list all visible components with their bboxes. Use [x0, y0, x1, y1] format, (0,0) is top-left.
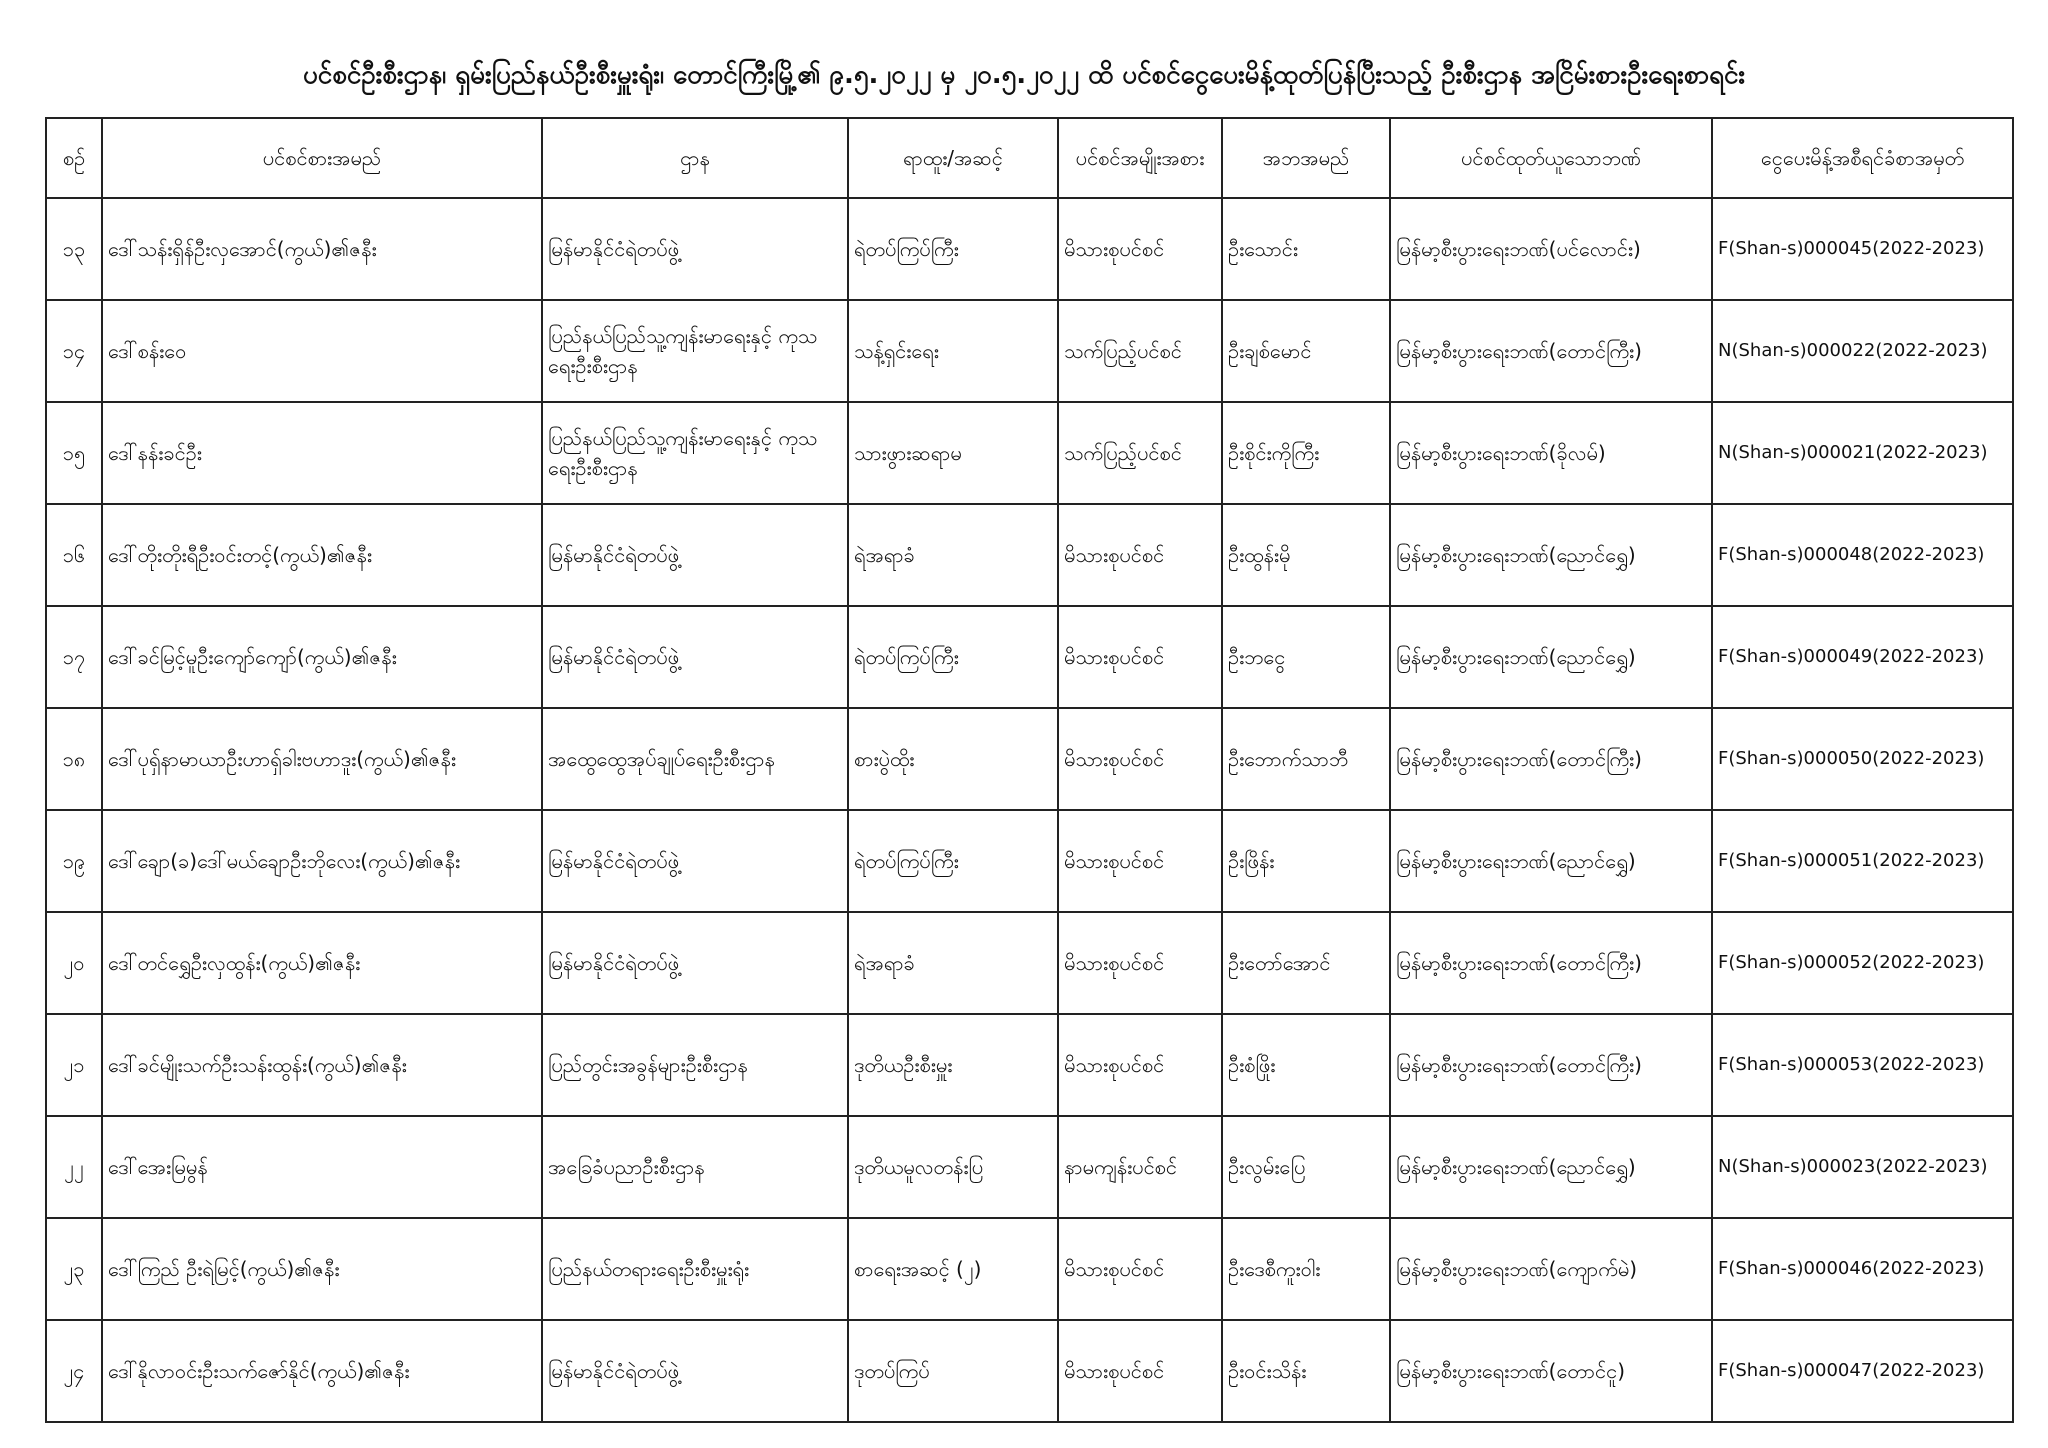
- document-title: ပင်စင်ဦးစီးဌာန၊ ရှမ်းပြည်နယ်ဦးစီးမှူးရုံး၊ တောင်ကြီးမြို့၏ ၉.၅.၂၀၂၂ မှ ၂၀.၅.၂၀၂၂ ထိ ပင်စင်ငွေပေးမိန့်ထုတ်ပြန်ပြီးသည့် ဦးစီးဌာန အငြိမ်းစားဦးရေးစာရင်း: [302, 60, 1746, 90]
- cell-pensioner-name: ဒေါ်ခင်မြင့်မူဦးကျော်ကျော်(ကွယ်)၏ဇနီး: [102, 606, 542, 708]
- cell-serial-no: ၂၄: [46, 1320, 102, 1422]
- cell-order-number: F(Shan-s)000051(2022-2023): [1712, 810, 2013, 912]
- cell-order-number: F(Shan-s)000048(2022-2023): [1712, 504, 2013, 606]
- cell-order-number: N(Shan-s)000022(2022-2023): [1712, 300, 2013, 402]
- cell-father-name: ဦးသောင်း: [1222, 198, 1390, 300]
- cell-bank: မြန်မာ့စီးပွားရေးဘဏ်(ညောင်ရွှေ): [1390, 606, 1712, 708]
- cell-serial-no: ၁၆: [46, 504, 102, 606]
- cell-pension-type: မိသားစုပင်စင်: [1058, 504, 1222, 606]
- cell-serial-no: ၂၃: [46, 1218, 102, 1320]
- cell-pension-type: သက်ပြည့်ပင်စင်: [1058, 402, 1222, 504]
- table-row: [46, 198, 2013, 300]
- table-row: [46, 1116, 2013, 1218]
- table-row: [46, 912, 2013, 1014]
- table-row: [46, 402, 2013, 504]
- cell-rank: သားဖွားဆရာမ: [848, 402, 1058, 504]
- cell-department: မြန်မာနိုင်ငံရဲတပ်ဖွဲ့: [542, 810, 848, 912]
- cell-serial-no: ၁၈: [46, 708, 102, 810]
- cell-father-name: ဦးဘောက်သာဘီ: [1222, 708, 1390, 810]
- cell-rank: ဒုတိယဦးစီးမှူး: [848, 1014, 1058, 1116]
- table-row: [46, 300, 2013, 402]
- header-row: [46, 118, 2013, 198]
- cell-serial-no: ၁၃: [46, 198, 102, 300]
- cell-bank: မြန်မာ့စီးပွားရေးဘဏ်(ညောင်ရွှေ): [1390, 504, 1712, 606]
- cell-order-number: F(Shan-s)000046(2022-2023): [1712, 1218, 2013, 1320]
- cell-serial-no: ၁၇: [46, 606, 102, 708]
- cell-bank: မြန်မာ့စီးပွားရေးဘဏ်(ညောင်ရွှေ): [1390, 1116, 1712, 1218]
- table-row: [46, 810, 2013, 912]
- table-row: [46, 504, 2013, 606]
- cell-bank: မြန်မာ့စီးပွားရေးဘဏ်(တောင်ကြီး): [1390, 912, 1712, 1014]
- cell-serial-no: ၂၀: [46, 912, 102, 1014]
- cell-order-number: F(Shan-s)000053(2022-2023): [1712, 1014, 2013, 1116]
- cell-pensioner-name: ဒေါ်တိုးတိုးရီဦးဝင်းတင့်(ကွယ်)၏ဇနီး: [102, 504, 542, 606]
- cell-order-number: F(Shan-s)000052(2022-2023): [1712, 912, 2013, 1014]
- cell-pension-type: သက်ပြည့်ပင်စင်: [1058, 300, 1222, 402]
- header-department: ဌာန: [542, 118, 848, 198]
- cell-father-name: ဦးဝင်းသိန်း: [1222, 1320, 1390, 1422]
- table-row: [46, 606, 2013, 708]
- cell-rank: သန့်ရှင်းရေး: [848, 300, 1058, 402]
- cell-father-name: ဦးစိုင်းကိုကြီး: [1222, 402, 1390, 504]
- cell-bank: မြန်မာ့စီးပွားရေးဘဏ်(တောင်ငူ): [1390, 1320, 1712, 1422]
- cell-rank: ရဲတပ်ကြပ်ကြီး: [848, 606, 1058, 708]
- cell-pensioner-name: ဒေါ်စန်းဝေ: [102, 300, 542, 402]
- cell-bank: မြန်မာ့စီးပွားရေးဘဏ်(ခိုလမ်): [1390, 402, 1712, 504]
- cell-pensioner-name: ဒေါ်အေးမြမွန်: [102, 1116, 542, 1218]
- cell-pensioner-name: ဒေါ်ချော(ခ)ဒေါ်မယ်ချောဦးဘိုလေး(ကွယ်)၏ဇနီး: [102, 810, 542, 912]
- cell-pensioner-name: ဒေါ်သန်းရှိန်ဦးလှအောင်(ကွယ်)၏ဇနီး: [102, 198, 542, 300]
- cell-father-name: ဦးဒေစီကူးဝါး: [1222, 1218, 1390, 1320]
- cell-department: အခြေခံပညာဦးစီးဌာန: [542, 1116, 848, 1218]
- cell-pension-type: မိသားစုပင်စင်: [1058, 912, 1222, 1014]
- table-row: [46, 1218, 2013, 1320]
- header-pension-type: ပင်စင်အမျိုးအစား: [1058, 118, 1222, 198]
- cell-order-number: F(Shan-s)000045(2022-2023): [1712, 198, 2013, 300]
- cell-order-number: F(Shan-s)000049(2022-2023): [1712, 606, 2013, 708]
- cell-rank: ဒုတိယမူလတန်းပြ: [848, 1116, 1058, 1218]
- cell-bank: မြန်မာ့စီးပွားရေးဘဏ်(ပင်လောင်း): [1390, 198, 1712, 300]
- cell-father-name: ဦးတော်အောင်: [1222, 912, 1390, 1014]
- cell-department: ပြည်နယ်တရားရေးဦးစီးမှူးရုံး: [542, 1218, 848, 1320]
- cell-pensioner-name: ဒေါ်ကြည် ဦးရဲမြင့်(ကွယ်)၏ဇနီး: [102, 1218, 542, 1320]
- cell-pensioner-name: ဒေါ်နန်းခင်ဦး: [102, 402, 542, 504]
- cell-father-name: ဦးဘငွေ: [1222, 606, 1390, 708]
- cell-department: မြန်မာနိုင်ငံရဲတပ်ဖွဲ့: [542, 504, 848, 606]
- cell-pension-type: မိသားစုပင်စင်: [1058, 1014, 1222, 1116]
- cell-pension-type: မိသားစုပင်စင်: [1058, 1320, 1222, 1422]
- cell-department: မြန်မာနိုင်ငံရဲတပ်ဖွဲ့: [542, 912, 848, 1014]
- cell-bank: မြန်မာ့စီးပွားရေးဘဏ်(တောင်ကြီး): [1390, 708, 1712, 810]
- table-header: [46, 118, 2013, 198]
- cell-pensioner-name: ဒေါ်တင်ရွှေဦးလှထွန်း(ကွယ်)၏ဇနီး: [102, 912, 542, 1014]
- cell-order-number: N(Shan-s)000021(2022-2023): [1712, 402, 2013, 504]
- cell-order-number: F(Shan-s)000050(2022-2023): [1712, 708, 2013, 810]
- header-rank: ရာထူး/အဆင့်: [848, 118, 1058, 198]
- cell-rank: စာရေးအဆင့် (၂): [848, 1218, 1058, 1320]
- cell-serial-no: ၂၁: [46, 1014, 102, 1116]
- table-row: [46, 1014, 2013, 1116]
- cell-rank: ဒုတပ်ကြပ်: [848, 1320, 1058, 1422]
- table-row: [46, 708, 2013, 810]
- cell-bank: မြန်မာ့စီးပွားရေးဘဏ်(ကျောက်မဲ): [1390, 1218, 1712, 1320]
- table-body: [46, 198, 2013, 1422]
- table-row: [46, 1320, 2013, 1422]
- cell-order-number: F(Shan-s)000047(2022-2023): [1712, 1320, 2013, 1422]
- cell-department: မြန်မာနိုင်ငံရဲတပ်ဖွဲ့: [542, 1320, 848, 1422]
- cell-father-name: ဦးချစ်မောင်: [1222, 300, 1390, 402]
- cell-pensioner-name: ဒေါ်ခင်မျိုးသက်ဦးသန်းထွန်း(ကွယ်)၏ဇနီး: [102, 1014, 542, 1116]
- cell-serial-no: ၁၉: [46, 810, 102, 912]
- header-bank: ပင်စင်ထုတ်ယူသောဘဏ်: [1390, 118, 1712, 198]
- cell-father-name: ဦးထွန်းမို: [1222, 504, 1390, 606]
- header-father-name: အဘအမည်: [1222, 118, 1390, 198]
- header-serial-no: စဉ်: [46, 118, 102, 198]
- cell-serial-no: ၁၅: [46, 402, 102, 504]
- cell-pensioner-name: ဒေါ်နိုလာဝင်းဦးသက်ဇော်နိုင်(ကွယ်)၏ဇနီး: [102, 1320, 542, 1422]
- cell-father-name: ဦးဖြိန်း: [1222, 810, 1390, 912]
- cell-department: အထွေထွေအုပ်ချုပ်ရေးဦးစီးဌာန: [542, 708, 848, 810]
- cell-pension-type: မိသားစုပင်စင်: [1058, 1218, 1222, 1320]
- cell-bank: မြန်မာ့စီးပွားရေးဘဏ်(တောင်ကြီး): [1390, 1014, 1712, 1116]
- cell-pensioner-name: ဒေါ်ပုရှ်နာမာယာဦးဟာရှ်ခါးဗဟာဒူး(ကွယ်)၏ဇနီး: [102, 708, 542, 810]
- cell-order-number: N(Shan-s)000023(2022-2023): [1712, 1116, 2013, 1218]
- cell-rank: ရဲအရာခံ: [848, 912, 1058, 1014]
- cell-father-name: ဦးလွမ်းပြေ: [1222, 1116, 1390, 1218]
- cell-bank: မြန်မာ့စီးပွားရေးဘဏ်(တောင်ကြီး): [1390, 300, 1712, 402]
- cell-rank: ရဲတပ်ကြပ်ကြီး: [848, 198, 1058, 300]
- header-order-number: ငွေပေးမိန့်အစီရင်ခံစာအမှတ်: [1712, 118, 2013, 198]
- cell-department: မြန်မာနိုင်ငံရဲတပ်ဖွဲ့: [542, 606, 848, 708]
- cell-department: ပြည်နယ်ပြည်သူ့ကျန်းမာရေးနှင့် ကုသရေးဦးစီးဌာန: [542, 300, 848, 402]
- cell-department: ပြည်တွင်းအခွန်များဦးစီးဌာန: [542, 1014, 848, 1116]
- cell-rank: ရဲတပ်ကြပ်ကြီး: [848, 810, 1058, 912]
- pensioner-table: [45, 117, 2014, 1423]
- cell-department: ပြည်နယ်ပြည်သူ့ကျန်းမာရေးနှင့် ကုသရေးဦးစီးဌာန: [542, 402, 848, 504]
- cell-bank: မြန်မာ့စီးပွားရေးဘဏ်(ညောင်ရွှေ): [1390, 810, 1712, 912]
- header-pensioner-name: ပင်စင်စားအမည်: [102, 118, 542, 198]
- cell-serial-no: ၁၄: [46, 300, 102, 402]
- cell-pension-type: မိသားစုပင်စင်: [1058, 708, 1222, 810]
- cell-serial-no: ၂၂: [46, 1116, 102, 1218]
- cell-rank: စားပွဲထိုး: [848, 708, 1058, 810]
- cell-pension-type: မိသားစုပင်စင်: [1058, 606, 1222, 708]
- cell-pension-type: မိသားစုပင်စင်: [1058, 810, 1222, 912]
- cell-pension-type: နာမကျန်းပင်စင်: [1058, 1116, 1222, 1218]
- cell-rank: ရဲအရာခံ: [848, 504, 1058, 606]
- cell-pension-type: မိသားစုပင်စင်: [1058, 198, 1222, 300]
- cell-father-name: ဦးစံဖြိုး: [1222, 1014, 1390, 1116]
- cell-department: မြန်မာနိုင်ငံရဲတပ်ဖွဲ့: [542, 198, 848, 300]
